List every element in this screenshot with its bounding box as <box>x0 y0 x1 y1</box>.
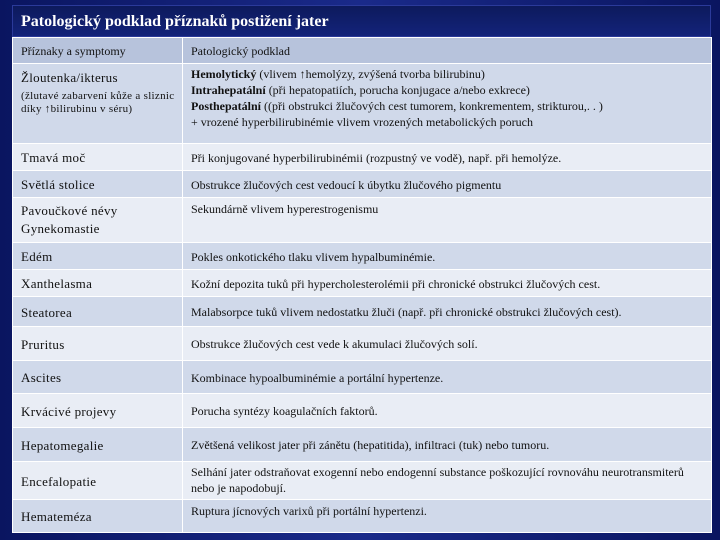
table-row <box>13 361 712 394</box>
pathology-cell: Obstrukce žlučových cest vede k akumulaci žlučových solí. <box>183 327 712 361</box>
pathology-cell <box>183 64 712 144</box>
table-header-row <box>13 38 712 64</box>
header-pathology: Patologický podklad <box>183 38 712 64</box>
symptom-cell: Pavoučkové névy Gynekomastie <box>13 198 183 243</box>
table-row <box>13 428 712 462</box>
pathology-line: Posthepatální ((při obstrukci žlučových cest tumorem, konkrementem, strikturou,. . ) <box>191 99 603 113</box>
symptom-cell: Světlá stolice <box>13 171 183 198</box>
symptom-cell: Hemateméza <box>13 500 183 533</box>
slide <box>12 5 711 533</box>
pathology-cell: Kombinace hypoalbuminémie a portální hypertenze. <box>183 361 712 394</box>
symptom-cell: Edém <box>13 243 183 270</box>
table-row <box>13 462 712 500</box>
table-row <box>13 243 712 270</box>
table-row <box>13 270 712 297</box>
symptom-cell: Steatorea <box>13 297 183 327</box>
table-row <box>13 394 712 428</box>
pathology-cell: Selhání jater odstraňovat exogenní nebo endogenní substance poškozující rovnováhu neurotransmiterů nebo je napodobují. <box>183 462 712 500</box>
pathology-line: + vrozené hyperbilirubinémie vlivem vrozených metabolických poruch <box>191 115 533 129</box>
pathology-cell: Ruptura jícnových varixů při portální hypertenzi. <box>183 500 712 533</box>
symptom-cell: Krvácivé projevy <box>13 394 183 428</box>
table-row <box>13 500 712 533</box>
symptom-cell: Ascites <box>13 361 183 394</box>
symptom-label: Žloutenka/ikterus <box>21 70 118 85</box>
pathology-cell: Malabsorpce tuků vlivem nedostatku žluči (např. při chronické obstrukci žlučových cest). <box>183 297 712 327</box>
header-symptoms: Příznaky a symptomy <box>13 38 183 64</box>
pathology-cell: Porucha syntézy koagulačních faktorů. <box>183 394 712 428</box>
table-row <box>13 144 712 171</box>
table-row <box>13 297 712 327</box>
pathology-cell: Zvětšená velikost jater při zánětu (hepatitida), infiltraci (tuk) nebo tumoru. <box>183 428 712 462</box>
pathology-cell: Pokles onkotického tlaku vlivem hypalbuminémie. <box>183 243 712 270</box>
table-row <box>13 198 712 243</box>
pathology-line: Intrahepatální (při hepatopatiích, porucha konjugace a/nebo exkrece) <box>191 83 530 97</box>
symptom-cell: Hepatomegalie <box>13 428 183 462</box>
symptom-cell: Encefalopatie <box>13 462 183 500</box>
symptom-cell: Pruritus <box>13 327 183 361</box>
pathology-cell: Při konjugované hyperbilirubinémii (rozpustný ve vodě), např. při hemolýze. <box>183 144 712 171</box>
symptom-sublabel: (žlutavé zabarvení kůže a sliznic díky ↑bilirubinu v séru) <box>21 90 175 115</box>
symptoms-table <box>12 37 712 533</box>
table-row <box>13 171 712 198</box>
slide-title: Patologický podklad příznaků postižení jater <box>12 5 711 37</box>
symptom-cell <box>13 64 183 144</box>
pathology-line: Hemolytický (vlivem ↑hemolýzy, zvýšená tvorba bilirubinu) <box>191 67 485 81</box>
pathology-cell: Sekundárně vlivem hyperestrogenismu <box>183 198 712 243</box>
pathology-cell: Obstrukce žlučových cest vedoucí k úbytku žlučového pigmentu <box>183 171 712 198</box>
symptom-cell: Xanthelasma <box>13 270 183 297</box>
pathology-cell: Kožní depozita tuků při hypercholesterolémii při chronické obstrukci žlučových cest. <box>183 270 712 297</box>
table-row <box>13 327 712 361</box>
table-row <box>13 64 712 144</box>
symptom-cell: Tmavá moč <box>13 144 183 171</box>
